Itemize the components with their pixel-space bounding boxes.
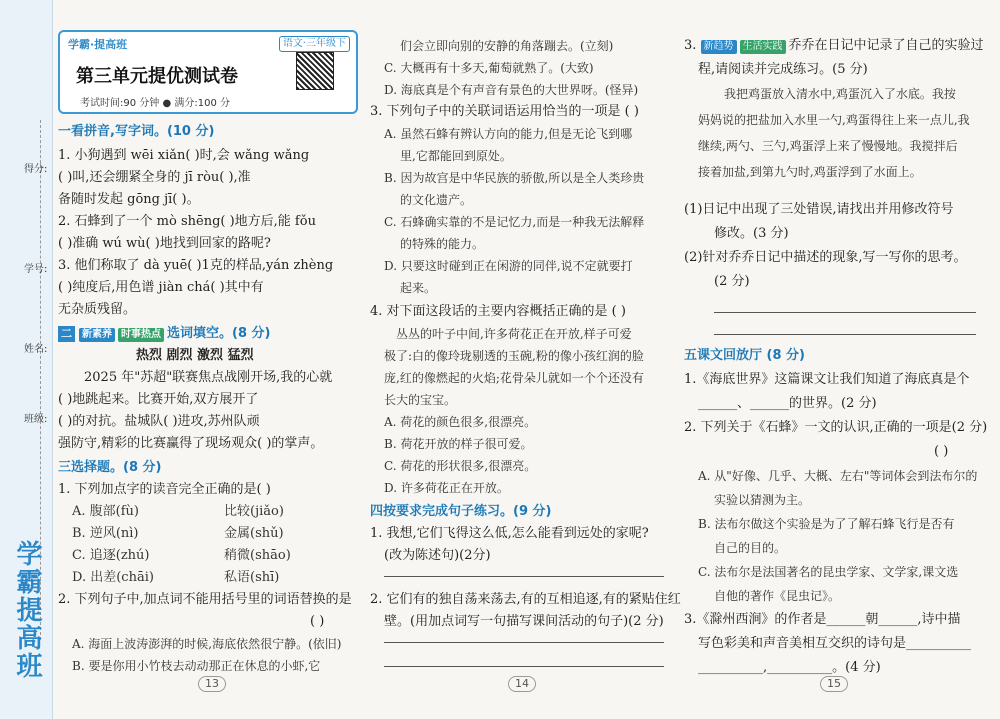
choice-q3-d1: D. 只要这时碰到正在闲游的同伴,说不定就要打 — [384, 259, 633, 273]
answer-line-diary-a[interactable] — [714, 312, 976, 313]
column-1 — [58, 0, 358, 719]
choice-q1-d2: 私语(shī) — [224, 570, 280, 585]
grade-badge: 语文·三年级下 — [279, 36, 350, 52]
sentence-q2-instr: 壁。(用加点词写一句描写课间活动的句子)(2 分) — [384, 614, 664, 629]
answer-line-s1[interactable] — [384, 576, 664, 577]
q4-passage-3: 庞,红的像燃起的火焰;花骨朵儿就如一个个还没有 — [384, 371, 644, 385]
exam-meta: 考试时间:90 分钟 ● 满分:100 分 — [80, 98, 230, 109]
section-5-title: 五课文回放厅 (8 分) — [684, 348, 805, 363]
diary-line-4: 接着加盐,到第九勺时,鸡蛋浮到了水面上。 — [698, 165, 922, 179]
diary-q-number: 3. — [684, 38, 697, 53]
diary-task-2b: (2 分) — [714, 274, 750, 289]
review-q2-c1: C. 法布尔是法国著名的昆虫学家、文学家,课文选 — [698, 565, 959, 579]
col2-line-1: 们会立即向别的安静的角落蹦去。(立刻) — [400, 39, 614, 53]
choice-q1-a: A. 腹部(fù) — [72, 504, 139, 519]
choice-q3-b2: 的文化遗产。 — [400, 193, 473, 207]
word-bank: 热烈 剧烈 激烈 猛烈 — [136, 348, 254, 363]
col2-line-3: D. 海底真是个有声音有景色的大世界呀。(怪异) — [384, 83, 639, 97]
choice-q3-a1: A. 虽然石蜂有辨认方向的能力,但是无论飞到哪 — [384, 127, 633, 141]
q2-line-a: 2. 石蜂到了一个 mò shēng( )地方后,能 fǒu — [58, 214, 316, 229]
review-q2-a2: 实验以猜测为主。 — [714, 493, 811, 507]
score-label: 得分: — [24, 164, 48, 175]
review-q2-b2: 自己的目的。 — [714, 541, 787, 555]
answer-line-diary-b[interactable] — [714, 334, 976, 335]
diary-line-1: 我把鸡蛋放入清水中,鸡蛋沉入了水底。我按 — [724, 87, 956, 101]
choice-q3-c2: 的特殊的能力。 — [400, 237, 485, 251]
q4-passage-4: 长大的宝宝。 — [384, 393, 457, 407]
page-number-14: 14 — [508, 676, 536, 692]
review-q2: 2. 下列关于《石蜂》一文的认识,正确的一项是(2 分) — [684, 420, 988, 435]
diary-task-2: (2)针对乔乔日记中描述的现象,写一写你的思考。 — [684, 250, 967, 265]
passage-line-3: ( )的对抗。盐城队( )进攻,苏州队顽 — [58, 414, 260, 429]
diary-q-text: 乔乔在日记中记录了自己的实验过 — [788, 38, 984, 53]
choice-q1-b: B. 逆风(nì) — [72, 526, 139, 541]
page-number-13: 13 — [198, 676, 226, 692]
name-label: 姓名: — [24, 344, 48, 355]
tag-new-literacy: 新素养 — [79, 328, 115, 342]
choice-q3-a2: 里,它都能回到原处。 — [400, 149, 512, 163]
sentence-q1-instr: (改为陈述句)(2分) — [384, 548, 491, 563]
choice-q1-a2: 比较(jiǎo) — [224, 504, 284, 519]
page-title: 第三单元提优测试卷 — [76, 66, 238, 87]
passage-line-4: 强防守,精彩的比赛赢得了现场观众( )的掌声。 — [58, 436, 324, 451]
answer-line-s2a[interactable] — [384, 642, 664, 643]
review-q3: 3.《滁州西涧》的作者是______朝______,诗中描 — [684, 612, 961, 627]
column-2 — [370, 0, 681, 719]
answer-line-s2b[interactable] — [384, 666, 664, 667]
review-q1: 1.《海底世界》这篇课文让我们知道了海底真是个 — [684, 372, 970, 387]
choice-q3-c1: C. 石蜂确实靠的不是记忆力,而是一种我无法解释 — [384, 215, 645, 229]
col2-line-2: C. 大概再有十多天,葡萄就熟了。(大致) — [384, 61, 594, 75]
section-1-title: 一看拼音,写字词。(10 分) — [58, 124, 215, 139]
student-id-label: 学号: — [24, 264, 48, 275]
choice-q2-a: A. 海面上波涛澎湃的时候,海底依然很宁静。(依旧) — [72, 637, 342, 651]
section-2-text: 选词填空。(8 分) — [167, 326, 271, 341]
review-q3c: __________,__________。(4 分) — [698, 660, 881, 675]
choice-q1-c: C. 追逐(zhú) — [72, 548, 150, 563]
choice-q3-d2: 起来。 — [400, 281, 437, 295]
q3-line-b: ( )纯度后,用色谱 jiàn chá( )其中有 — [58, 280, 264, 295]
review-q2-paren: ( ) — [934, 444, 949, 459]
tag-life-practice: 生活实践 — [740, 40, 786, 54]
brand-label: 学霸·提高班 — [68, 38, 128, 51]
q2-line-b: ( )准确 wú wù( )地找到回家的路呢? — [58, 236, 271, 251]
diary-task-1b: 修改。(3 分) — [714, 226, 789, 241]
choice-q2: 2. 下列句子中,加点词不能用括号里的词语替换的是 — [58, 592, 352, 607]
choice-q1-c2: 稍微(shāo) — [224, 548, 291, 563]
q3-line-a: 3. 他们称取了 dà yuē( )1克的样品,yán zhèng — [58, 258, 334, 273]
section-4-title: 四按要求完成句子练习。(9 分) — [370, 504, 552, 519]
q1-line-a: 1. 小狗遇到 wēi xiǎn( )时,会 wǎng wǎng — [58, 148, 310, 163]
choice-q4: 4. 对下面这段话的主要内容概括正确的是 ( ) — [370, 304, 626, 319]
choice-q1-b2: 金属(shǔ) — [224, 526, 284, 541]
sentence-q2: 2. 它们有的独自荡来荡去,有的互相追逐,有的紧贴住红 — [370, 592, 681, 607]
passage-line-2: ( )地跳起来。比赛开始,双方展开了 — [58, 392, 259, 407]
tag-new-trend: 新趋势 — [701, 40, 737, 54]
review-q2-a1: A. 从"好像、几乎、大概、左右"等词体会到法布尔的 — [698, 469, 978, 483]
q1-line-c: 备随时发起 gōng jī( )。 — [58, 192, 200, 207]
review-q2-b1: B. 法布尔做这个实验是为了了解石蜂飞行是否有 — [698, 517, 955, 531]
q4-passage-1: 丛丛的叶子中间,许多荷花正在开放,样子可爱 — [396, 327, 632, 341]
sentence-q1: 1. 我想,它们飞得这么低,怎么能看到远处的家呢? — [370, 526, 649, 541]
choice-q2-paren: ( ) — [310, 614, 325, 629]
section-3-title: 三选择题。(8 分) — [58, 460, 162, 475]
choice-q2-b: B. 要是你用小竹枝去动动那正在休息的小虾,它 — [72, 659, 321, 673]
choice-q3-b1: B. 因为故宫是中华民族的骄傲,所以是全人类珍贵 — [384, 171, 645, 185]
q4-passage-2: 极了:白的像玲珑剔透的玉碗,粉的像小孩红润的脸 — [384, 349, 644, 363]
section-2-number: 二 — [58, 326, 75, 342]
binding-sidebar — [0, 0, 53, 719]
diary-question-header — [684, 34, 984, 58]
diary-line-2: 妈妈说的把盐加入水里一勺,鸡蛋得往上来一点儿,我 — [698, 113, 970, 127]
diary-q-line-2: 程,请阅读并完成练习。(5 分) — [698, 62, 868, 77]
brand-logo: 学霸提高班 — [12, 540, 42, 680]
review-q2-c2: 自他的著作《昆虫记》。 — [714, 589, 841, 603]
q1-line-b: ( )叫,还会绷紧全身的 jī ròu( ),准 — [58, 170, 251, 185]
tag-current-events: 时事热点 — [118, 328, 164, 342]
q3-line-c: 无杂质残留。 — [58, 302, 137, 317]
diary-task-1: (1)日记中出现了三处错误,请找出并用修改符号 — [684, 202, 954, 217]
choice-q3: 3. 下列句子中的关联词语运用恰当的一项是 ( ) — [370, 104, 639, 119]
diary-line-3: 继续,两勺、三勺,鸡蛋浮上来了慢慢地。我搅拌后 — [698, 139, 958, 153]
choice-q4-c: C. 荷花的形状很多,很漂亮。 — [384, 459, 537, 473]
class-label: 班级: — [24, 414, 48, 425]
section-2-title — [58, 322, 270, 346]
column-3 — [684, 0, 988, 719]
page-number-15: 15 — [820, 676, 848, 692]
choice-q4-b: B. 荷花开放的样子很可爱。 — [384, 437, 533, 451]
choice-q1-d: D. 出差(chāi) — [72, 570, 154, 585]
choice-q4-d: D. 许多荷花正在开放。 — [384, 481, 509, 495]
passage-line-1: 2025 年"苏超"联赛焦点战刚开场,我的心就 — [84, 370, 333, 385]
review-q1b: ______、______的世界。(2 分) — [698, 396, 877, 411]
choice-q1: 1. 下列加点字的读音完全正确的是( ) — [58, 482, 271, 497]
choice-q4-a: A. 荷花的颜色很多,很漂亮。 — [384, 415, 537, 429]
review-q3b: 写色彩美和声音美相互交织的诗句是__________ — [698, 636, 972, 651]
